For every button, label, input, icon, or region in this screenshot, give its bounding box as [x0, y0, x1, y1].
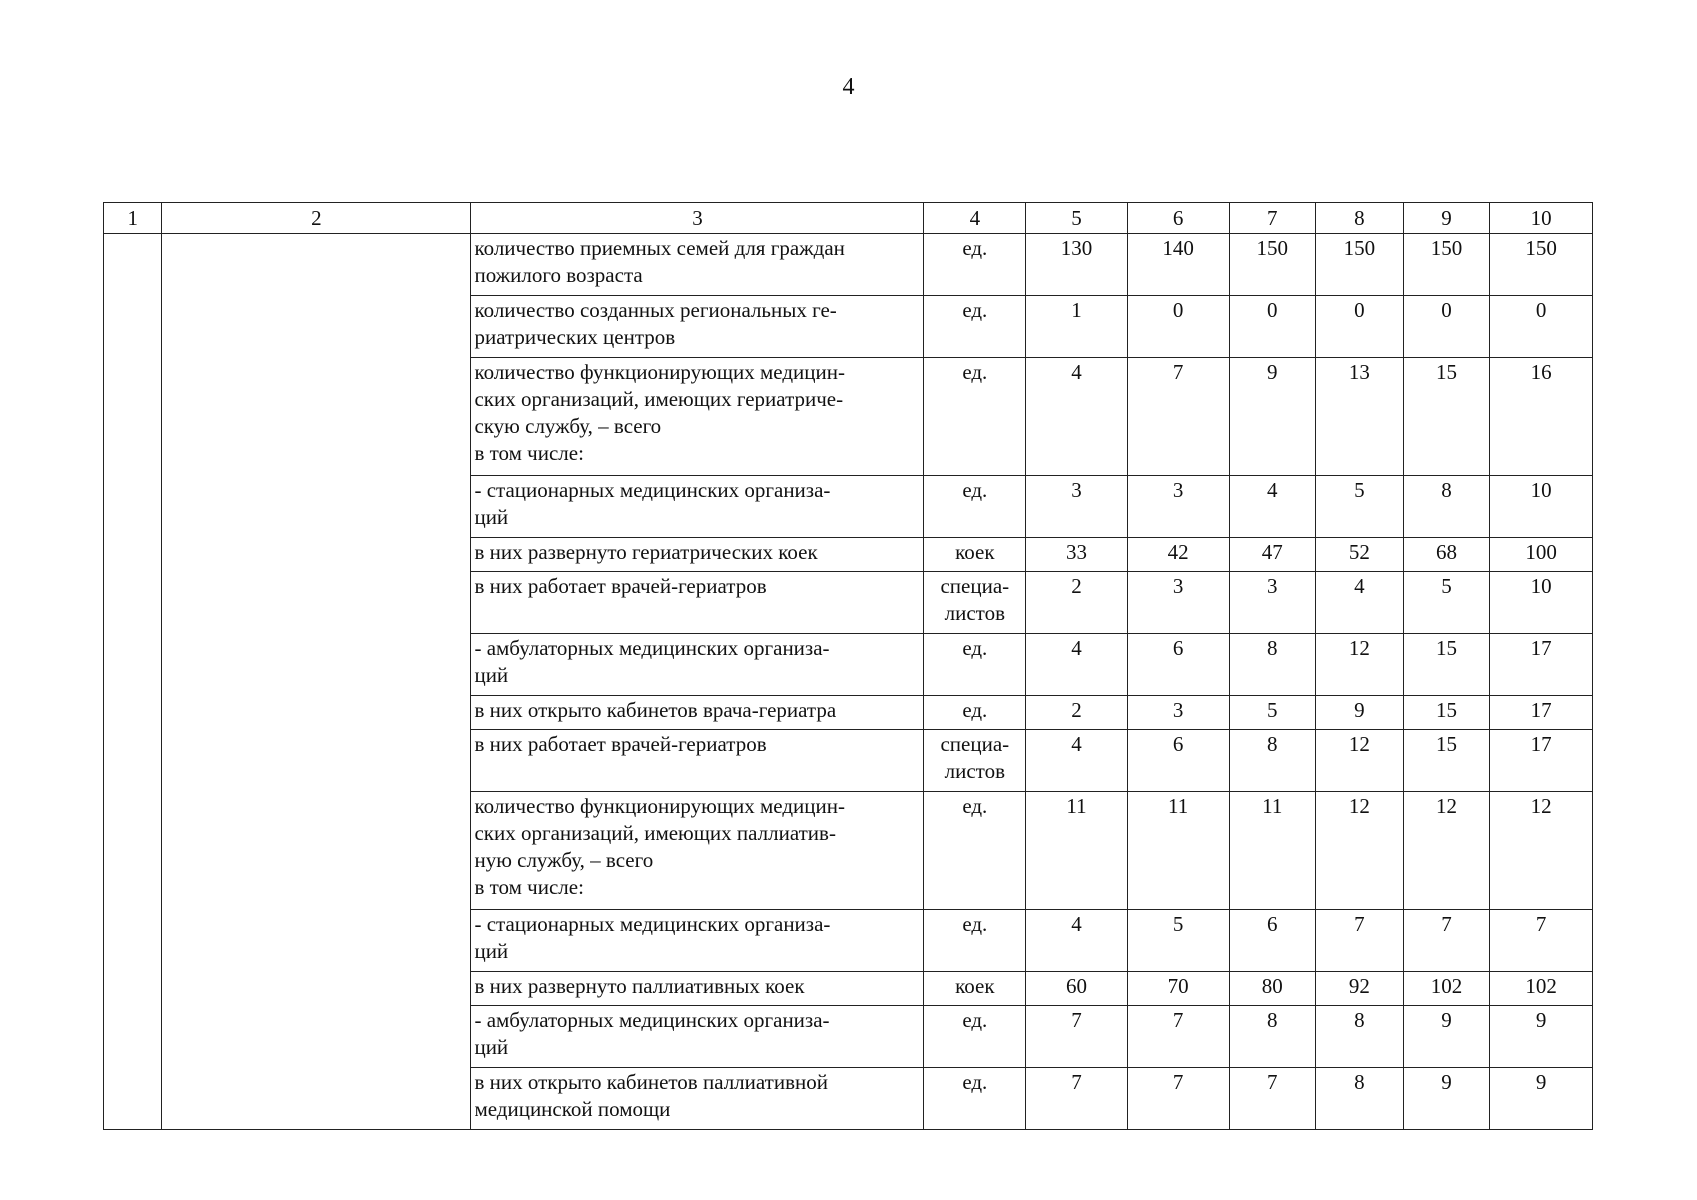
unit-line: ед.: [962, 1070, 988, 1094]
unit-cell: [924, 572, 1026, 634]
value-cell: 9: [1229, 358, 1316, 476]
value-cell: 150: [1490, 234, 1593, 296]
value-cell: 11: [1127, 792, 1229, 910]
unit-line: ед.: [962, 698, 988, 722]
value-cell: 4: [1229, 476, 1316, 538]
unit-line: специа-: [940, 574, 1010, 598]
unit-cell: [924, 358, 1026, 476]
value-cell: 7: [1229, 1068, 1316, 1130]
description-line: ций: [474, 1035, 509, 1059]
column-number-cell: 8: [1316, 203, 1404, 234]
value-cell: 15: [1403, 730, 1490, 792]
value-cell: 12: [1490, 792, 1593, 910]
description-line: ций: [474, 939, 509, 963]
indicator-description: [471, 1068, 924, 1130]
description-line: в них работает врачей-гериатров: [474, 732, 767, 756]
unit-line: ед.: [962, 360, 988, 384]
unit-line: ед.: [962, 298, 988, 322]
column-number-cell: 3: [471, 203, 924, 234]
value-cell: 9: [1403, 1006, 1490, 1068]
description-line: количество функционирующих медицин-: [474, 794, 845, 818]
indicator-description: [471, 634, 924, 696]
value-cell: 10: [1490, 476, 1593, 538]
value-cell: 4: [1026, 910, 1128, 972]
description-line: - амбулаторных медицинских организа-: [474, 1008, 830, 1032]
description-line: пожилого возраста: [474, 263, 643, 287]
column-number-cell: 2: [162, 203, 471, 234]
value-cell: 17: [1490, 634, 1593, 696]
value-cell: 9: [1316, 696, 1404, 730]
unit-line: ед.: [962, 1008, 988, 1032]
value-cell: 6: [1127, 634, 1229, 696]
description-line: - стационарных медицинских организа-: [474, 478, 831, 502]
unit-cell: [924, 1068, 1026, 1130]
indicator-description: [471, 296, 924, 358]
description-line: количество функционирующих медицин-: [474, 360, 845, 384]
unit-cell: [924, 696, 1026, 730]
value-cell: 42: [1127, 538, 1229, 572]
unit-cell: [924, 910, 1026, 972]
value-cell: 102: [1403, 972, 1490, 1006]
empty-cell-col2: [162, 234, 471, 1130]
value-cell: 15: [1403, 634, 1490, 696]
value-cell: 17: [1490, 696, 1593, 730]
value-cell: 7: [1127, 1006, 1229, 1068]
value-cell: 130: [1026, 234, 1128, 296]
indicator-description: [471, 476, 924, 538]
value-cell: 4: [1316, 572, 1404, 634]
empty-cell-col1: [104, 234, 162, 1130]
column-number-cell: 1: [104, 203, 162, 234]
description-line: в них развернуто гериатрических коек: [474, 540, 818, 564]
unit-cell: [924, 296, 1026, 358]
description-line: медицинской помощи: [474, 1097, 671, 1121]
value-cell: 0: [1127, 296, 1229, 358]
column-number-cell: 6: [1127, 203, 1229, 234]
value-cell: 100: [1490, 538, 1593, 572]
value-cell: 7: [1026, 1006, 1128, 1068]
value-cell: 4: [1026, 634, 1128, 696]
value-cell: 140: [1127, 234, 1229, 296]
value-cell: 11: [1026, 792, 1128, 910]
unit-cell: [924, 234, 1026, 296]
description-line: риатрических центров: [474, 325, 676, 349]
value-cell: 92: [1316, 972, 1404, 1006]
unit-cell: [924, 730, 1026, 792]
indicator-description: [471, 572, 924, 634]
value-cell: 3: [1026, 476, 1128, 538]
description-line: - стационарных медицинских организа-: [474, 912, 831, 936]
value-cell: 5: [1316, 476, 1404, 538]
page-number: 4: [842, 74, 855, 100]
value-cell: 3: [1127, 696, 1229, 730]
value-cell: 3: [1127, 572, 1229, 634]
description-line: в них открыто кабинетов паллиативной: [474, 1070, 828, 1094]
indicator-description: [471, 730, 924, 792]
value-cell: 0: [1229, 296, 1316, 358]
value-cell: 5: [1229, 696, 1316, 730]
value-cell: 3: [1127, 476, 1229, 538]
indicator-description: [471, 792, 924, 910]
table-row: [104, 234, 1593, 296]
unit-line: ед.: [962, 236, 988, 260]
description-line: ских организаций, имеющих гериатриче-: [474, 387, 844, 411]
value-cell: 9: [1490, 1068, 1593, 1130]
value-cell: 2: [1026, 572, 1128, 634]
description-line: ную службу, – всего: [474, 848, 654, 872]
value-cell: 8: [1403, 476, 1490, 538]
value-cell: 16: [1490, 358, 1593, 476]
value-cell: 7: [1026, 1068, 1128, 1130]
value-cell: 2: [1026, 696, 1128, 730]
value-cell: 60: [1026, 972, 1128, 1006]
value-cell: 8: [1229, 634, 1316, 696]
value-cell: 150: [1229, 234, 1316, 296]
description-line: количество созданных региональных ге-: [474, 298, 837, 322]
value-cell: 12: [1316, 792, 1404, 910]
value-cell: 10: [1490, 572, 1593, 634]
value-cell: 5: [1403, 572, 1490, 634]
value-cell: 15: [1403, 358, 1490, 476]
description-line: в них открыто кабинетов врача-гериатра: [474, 698, 837, 722]
unit-line: ед.: [962, 636, 988, 660]
value-cell: 12: [1403, 792, 1490, 910]
indicator-description: [471, 972, 924, 1006]
unit-cell: [924, 476, 1026, 538]
value-cell: 70: [1127, 972, 1229, 1006]
column-number-cell: 9: [1403, 203, 1490, 234]
unit-cell: [924, 1006, 1026, 1068]
value-cell: 0: [1403, 296, 1490, 358]
column-number-cell: 10: [1490, 203, 1593, 234]
value-cell: 1: [1026, 296, 1128, 358]
value-cell: 6: [1127, 730, 1229, 792]
unit-cell: [924, 972, 1026, 1006]
indicator-description: [471, 1006, 924, 1068]
indicator-description: [471, 358, 924, 476]
value-cell: 33: [1026, 538, 1128, 572]
description-line: в том числе:: [474, 441, 584, 465]
indicator-description: [471, 538, 924, 572]
indicator-description: [471, 910, 924, 972]
value-cell: 8: [1229, 1006, 1316, 1068]
value-cell: 9: [1490, 1006, 1593, 1068]
column-number-cell: 4: [924, 203, 1026, 234]
value-cell: 102: [1490, 972, 1593, 1006]
unit-line: ед.: [962, 912, 988, 936]
unit-line: ед.: [962, 794, 988, 818]
value-cell: 7: [1490, 910, 1593, 972]
column-number-cell: 5: [1026, 203, 1128, 234]
unit-cell: [924, 538, 1026, 572]
value-cell: 11: [1229, 792, 1316, 910]
unit-line: коек: [955, 974, 995, 998]
value-cell: 150: [1403, 234, 1490, 296]
value-cell: 68: [1403, 538, 1490, 572]
value-cell: 8: [1316, 1068, 1404, 1130]
description-line: количество приемных семей для граждан: [474, 236, 845, 260]
unit-line: коек: [955, 540, 995, 564]
description-line: ций: [474, 505, 509, 529]
value-cell: 80: [1229, 972, 1316, 1006]
unit-line: специа-: [940, 732, 1010, 756]
description-line: в том числе:: [474, 875, 584, 899]
description-line: ций: [474, 663, 509, 687]
value-cell: 13: [1316, 358, 1404, 476]
value-cell: 150: [1316, 234, 1404, 296]
description-line: скую службу, – всего: [474, 414, 662, 438]
column-number-cell: 7: [1229, 203, 1316, 234]
unit-cell: [924, 792, 1026, 910]
value-cell: 6: [1229, 910, 1316, 972]
value-cell: 17: [1490, 730, 1593, 792]
value-cell: 7: [1127, 358, 1229, 476]
unit-line: листов: [944, 601, 1005, 625]
value-cell: 12: [1316, 730, 1404, 792]
description-line: ских организаций, имеющих паллиатив-: [474, 821, 836, 845]
header-row: [104, 203, 1593, 234]
value-cell: 7: [1127, 1068, 1229, 1130]
indicator-description: [471, 696, 924, 730]
value-cell: 12: [1316, 634, 1404, 696]
description-line: в них работает врачей-гериатров: [474, 574, 767, 598]
value-cell: 0: [1316, 296, 1404, 358]
description-line: в них развернуто паллиативных коек: [474, 974, 805, 998]
value-cell: 4: [1026, 358, 1128, 476]
value-cell: 7: [1316, 910, 1404, 972]
value-cell: 3: [1229, 572, 1316, 634]
value-cell: 52: [1316, 538, 1404, 572]
description-line: - амбулаторных медицинских организа-: [474, 636, 830, 660]
value-cell: 5: [1127, 910, 1229, 972]
value-cell: 8: [1316, 1006, 1404, 1068]
unit-cell: [924, 634, 1026, 696]
value-cell: 7: [1403, 910, 1490, 972]
value-cell: 4: [1026, 730, 1128, 792]
value-cell: 9: [1403, 1068, 1490, 1130]
unit-line: ед.: [962, 478, 988, 502]
value-cell: 15: [1403, 696, 1490, 730]
value-cell: 47: [1229, 538, 1316, 572]
indicators-table: [103, 202, 1593, 1130]
value-cell: 0: [1490, 296, 1593, 358]
value-cell: 8: [1229, 730, 1316, 792]
indicator-description: [471, 234, 924, 296]
unit-line: листов: [944, 759, 1005, 783]
